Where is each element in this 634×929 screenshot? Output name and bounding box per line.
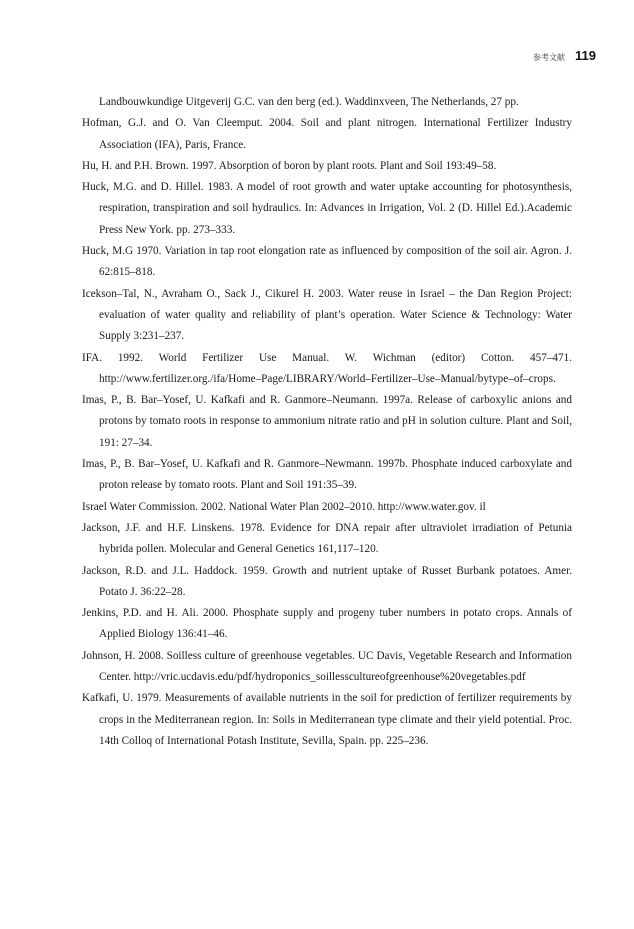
reference-entry: Johnson, H. 2008. Soilless culture of greenhouse vegetables. UC Davis, Vegetable Research and Information Center. http://vric.ucdavis.edu/pdf/hydroponics_soillesscultureofgreenhouse%20vegetables.pdf xyxy=(82,649,572,684)
reference-entry: Imas, P., B. Bar–Yosef, U. Kafkafi and R. Ganmore–Neumann. 1997a. Release of carboxylic anions and protons by tomato roots in response to ammonium nitrate ratio and pH in solution culture. Plant and Soil, 191: 27–34. xyxy=(82,394,572,449)
reference-entry: Israel Water Commission. 2002. National Water Plan 2002–2010. http://www.water.gov. il xyxy=(82,500,486,513)
reference-entry: Huck, M.G. and D. Hillel. 1983. A model of root growth and water uptake accounting for photosynthesis, respiration, transpiration and soil hydraulics. In: Advances in Irrigation, Vol. 2 (D. Hillel Ed.).Academic Press New York. pp. 273–333. xyxy=(82,181,572,236)
reference-entry: Hu, H. and P.H. Brown. 1997. Absorption of boron by plant roots. Plant and Soil 193:49–58. xyxy=(82,159,497,172)
reference-entry: Icekson–Tal, N., Avraham O., Sack J., Cikurel H. 2003. Water reuse in Israel – the Dan Region Project: evaluation of water quality and reliability of plant’s operation. Water Science & Technology: Water Supply 3:231–237. xyxy=(82,287,572,343)
reference-entry: IFA. 1992. World Fertilizer Use Manual. W. Wichman (editor) Cotton. 457–471. http://www.fertilizer.org./ifa/Home–Page/LIBRARY/World–Fertilizer–Use–Manual/bytype–of–crops. xyxy=(82,351,572,385)
reference-entry: Jackson, R.D. and J.L. Haddock. 1959. Growth and nutrient uptake of Russet Burbank potatoes. Amer. Potato J. 36:22–28. xyxy=(82,564,572,598)
reference-list xyxy=(82,92,572,752)
reference-entry: Imas, P., B. Bar–Yosef, U. Kafkafi and R. Ganmore–Newmann. 1997b. Phosphate induced carboxylate and proton release by tomato roots. Plant and Soil 191:35–39. xyxy=(82,458,572,492)
reference-entry: Jackson, J.F. and H.F. Linskens. 1978. Evidence for DNA repair after ultraviolet irradiation of Petunia hybrida pollen. Molecular and General Genetics 161,117–120. xyxy=(82,521,572,556)
page-header xyxy=(533,48,596,63)
reference-entry: Hofman, G.J. and O. Van Cleemput. 2004. Soil and plant nitrogen. International Fertilizer Industry Association (IFA), Paris, France. xyxy=(82,117,572,151)
reference-entry: Huck, M.G 1970. Variation in tap root elongation rate as influenced by composition of the soil air. Agron. J. 62:815–818. xyxy=(82,245,572,279)
reference-entry: Kafkafi, U. 1979. Measurements of available nutrients in the soil for prediction of fertilizer requirements by crops in the Mediterranean region. In: Soils in Mediterranean type climate and their yield potential. Proc. 14th Colloq of International Potash Institute, Sevilla, Spain. pp. 225–236. xyxy=(82,692,572,747)
reference-entry: Jenkins, P.D. and H. Ali. 2000. Phosphate supply and progeny tuber numbers in potato crops. Annals of Applied Biology 136:41–46. xyxy=(82,607,572,641)
reference-entry: Landbouwkundige Uitgeverij G.C. van den berg (ed.). Waddinxveen, The Netherlands, 27 pp. xyxy=(99,96,519,108)
page-number: 119 xyxy=(575,48,596,63)
running-header-title: 参考文献 xyxy=(533,53,566,62)
